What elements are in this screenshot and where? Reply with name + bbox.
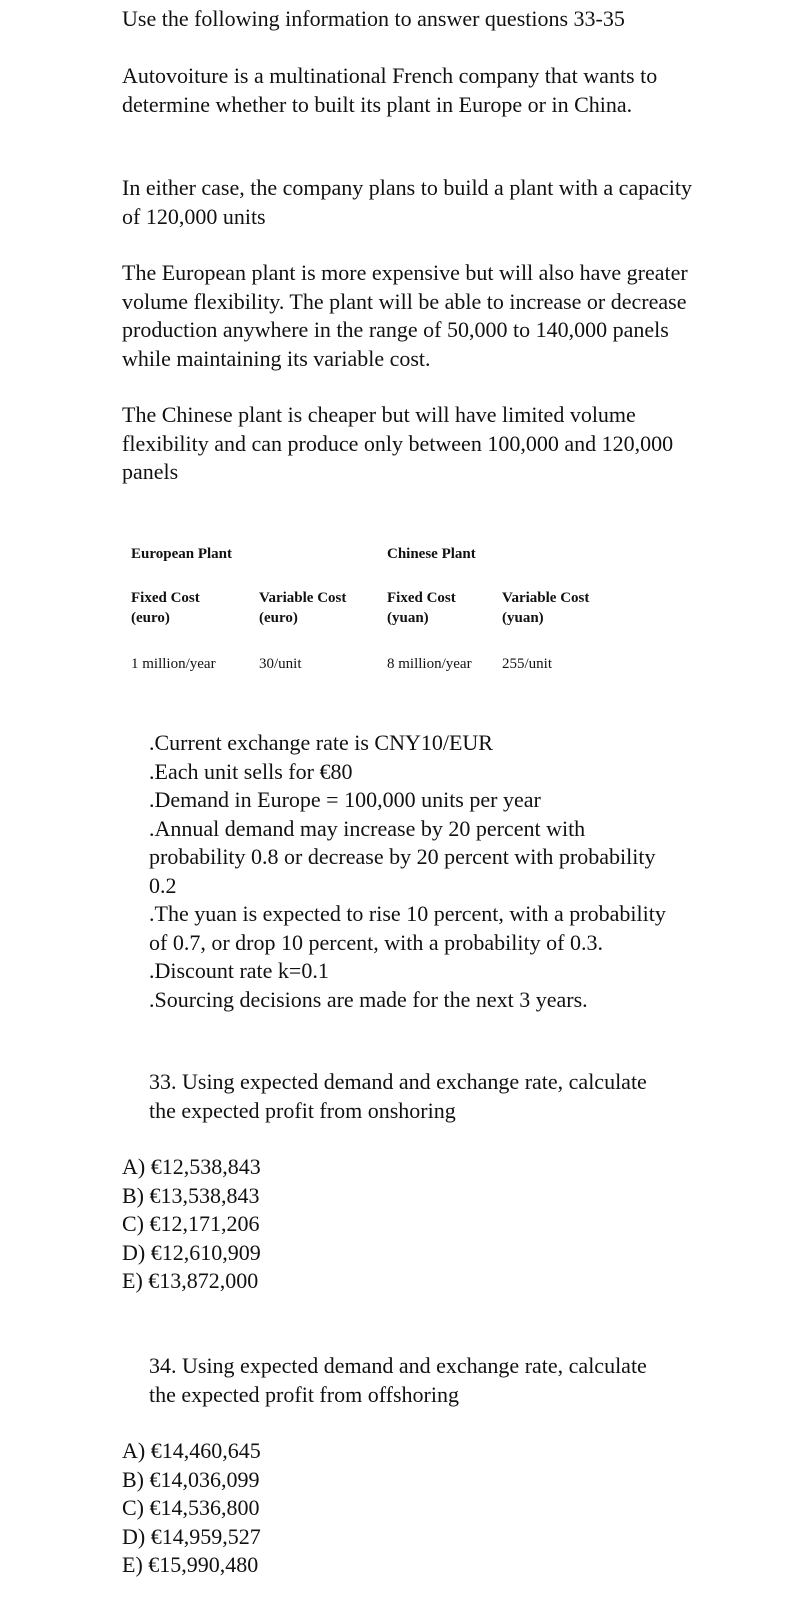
col-eu-variable-unit: (euro) (259, 610, 298, 626)
col-eu-variable-label: Variable Cost (259, 590, 347, 606)
question-33-options (122, 1153, 261, 1296)
col-eu-fixed-unit: (euro) (131, 610, 170, 626)
list-item: .Current exchange rate is CNY10/EUR (149, 730, 493, 755)
paragraph-european-plant: The European plant is more expensive but will also have greater volume flexibility. The plant will be able to increase or decrease production anywhere in the range of 50,000 to 140,000 panels while maintaining its variable cost. (122, 260, 688, 371)
answer-option[interactable]: B) €14,036,099 (122, 1466, 260, 1492)
answer-option[interactable]: C) €14,536,800 (122, 1495, 260, 1520)
question-34: 34. Using expected demand and exchange rate, calculate the expected profit from offshoring (149, 1353, 647, 1407)
list-item: .Demand in Europe = 100,000 units per year (149, 787, 541, 812)
cell-cn-variable-value: 255/unit (502, 656, 553, 672)
answer-option[interactable]: E) €15,990,480 (122, 1552, 259, 1577)
col-cn-variable-unit: (yuan) (502, 610, 544, 626)
question-33: 33. Using expected demand and exchange rate, calculate the expected profit from onshoring (149, 1069, 647, 1123)
col-cn-fixed-label: Fixed Cost (387, 590, 456, 606)
list-item: .Annual demand may increase by 20 percent with probability 0.8 or decrease by 20 percent with probability 0.2 (149, 815, 656, 898)
col-cn-variable-label: Variable Cost (502, 590, 590, 606)
intro-text: Use the following information to answer questions 33-35 (122, 6, 625, 31)
question-34-options (122, 1437, 261, 1580)
list-item: .Sourcing decisions are made for the next 3 years. (149, 986, 588, 1012)
cell-cn-fixed-value: 8 million/year (387, 656, 472, 672)
list-item: .Each unit sells for €80 (149, 758, 353, 784)
answer-option[interactable]: A) €12,538,843 (122, 1154, 261, 1179)
answer-option[interactable]: A) €14,460,645 (122, 1438, 261, 1463)
list-item: .Discount rate k=0.1 (149, 958, 329, 983)
answer-option[interactable]: B) €13,538,843 (122, 1182, 260, 1208)
chinese-plant-header: Chinese Plant (387, 546, 476, 562)
answer-option[interactable]: C) €12,171,206 (122, 1211, 260, 1236)
col-eu-fixed-label: Fixed Cost (131, 590, 200, 606)
european-plant-header: European Plant (131, 546, 232, 562)
answer-option[interactable]: D) €12,610,909 (122, 1239, 261, 1265)
paragraph-chinese-plant: The Chinese plant is cheaper but will have limited volume flexibility and can produce only between 100,000 and 120,000 panels (122, 402, 674, 484)
list-item: .The yuan is expected to rise 10 percent, with a probability of 0.7, or drop 10 percent, with a probability of 0.3. (149, 901, 666, 955)
cell-eu-fixed-value: 1 million/year (131, 656, 216, 672)
paragraph-company: Autovoiture is a multinational French company that wants to determine whether to built its plant in Europe or in China. (122, 63, 658, 117)
answer-option[interactable]: E) €13,872,000 (122, 1268, 259, 1293)
paragraph-capacity: In either case, the company plans to build a plant with a capacity of 120,000 units (122, 175, 692, 229)
cell-eu-variable-value: 30/unit (259, 656, 302, 672)
answer-option[interactable]: D) €14,959,527 (122, 1523, 261, 1549)
col-cn-fixed-unit: (yuan) (387, 610, 429, 626)
assumptions-list (149, 729, 669, 1014)
